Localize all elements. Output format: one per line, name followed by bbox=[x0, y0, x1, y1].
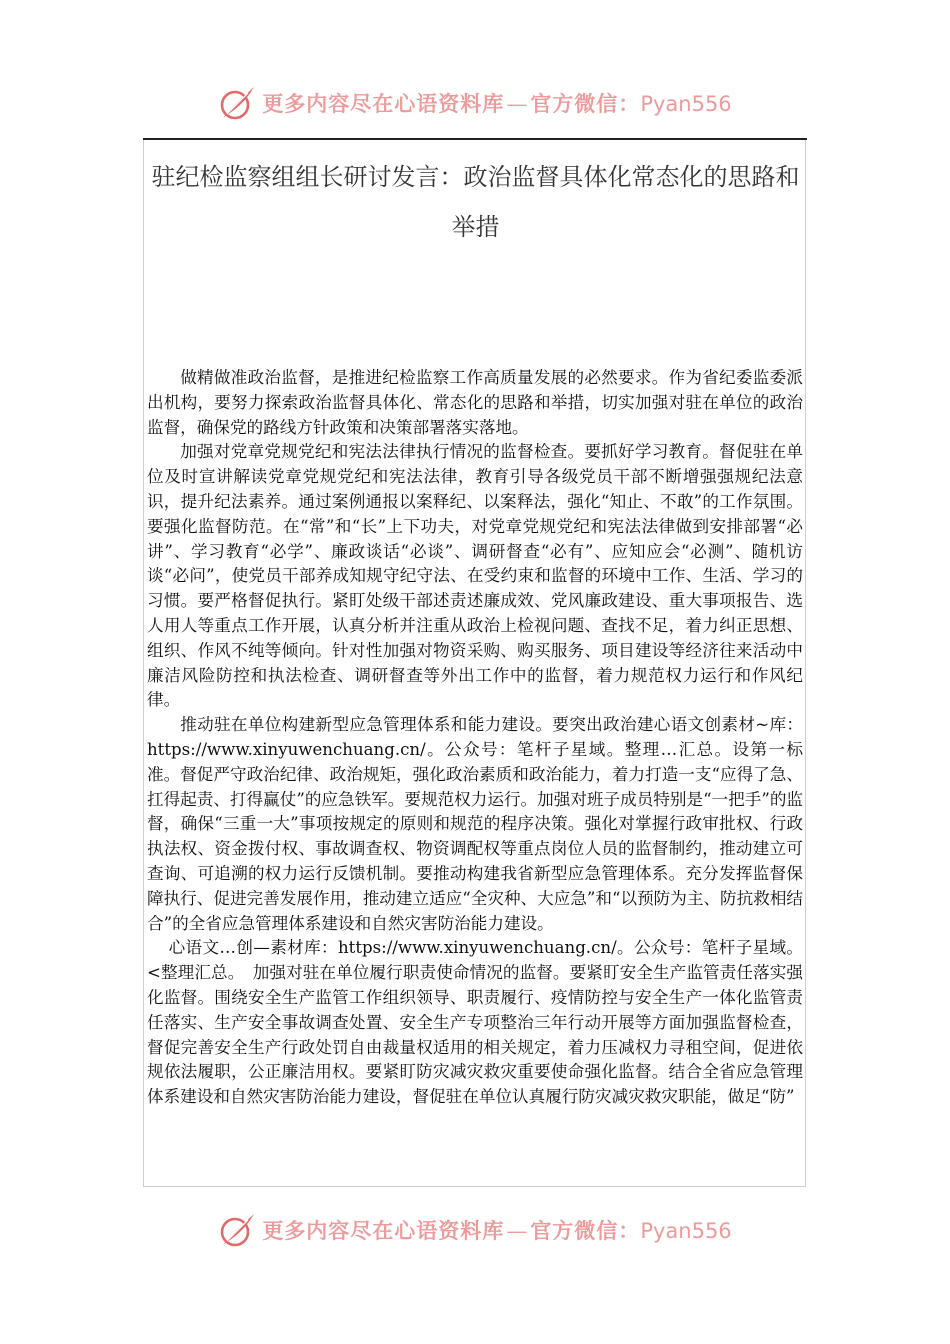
document-body bbox=[147, 366, 803, 1110]
quill-logo-icon bbox=[218, 1210, 258, 1250]
watermark-dash: — bbox=[506, 92, 529, 116]
watermark-contact-label: 官方微信： bbox=[530, 91, 641, 116]
quill-logo-icon bbox=[218, 83, 258, 123]
watermark-dash: — bbox=[506, 1219, 529, 1243]
paragraph-3: 推动驻在单位构建新型应急管理体系和能力建设。要突出政治建心语文创素材~库：https://www.xinyuwenchuang.cn/。公众号：笔杆子星域。整理…汇总。设第一标准。督促严守政治纪律、政治规矩，强化政治素质和政治能力，着力打造一支“应得了急、扛得起责、打得赢仗”的应急铁军。要规范权力运行。加强对班子成员特别是“一把手”的监督，确保“三重一大”事项按规定的原则和规范的程序决策。强化对掌握行政审批权、行政执法权、资金拨付权、事故调查权、物资调配权等重点岗位人员的监督制约，推动建立可查询、可追溯的权力运行反馈机制。要推动构建我省新型应急管理体系。充分发挥监督保障执行、促进完善发展作用，推动建立适应“全灾种、大应急”和“以预防为主、防抗救相结合”的全省应急管理体系建设和自然灾害防治能力建设。 bbox=[147, 715, 804, 933]
document-title bbox=[144, 152, 806, 252]
title-line-2: 举措 bbox=[451, 213, 500, 241]
watermark-contact-label: 官方微信： bbox=[530, 1218, 641, 1243]
watermark-text bbox=[262, 1215, 731, 1245]
watermark-wechat-id: Pyan556 bbox=[640, 92, 732, 116]
watermark-slogan: 更多内容尽在心语资料库 bbox=[262, 1218, 505, 1243]
header-watermark bbox=[0, 78, 950, 128]
watermark-slogan: 更多内容尽在心语资料库 bbox=[262, 91, 505, 116]
watermark-wechat-id: Pyan556 bbox=[640, 1219, 732, 1243]
watermark-text bbox=[262, 88, 731, 118]
paragraph-1: 做精做准政治监督，是推进纪检监察工作高质量发展的必然要求。作为省纪委监委派出机构，要努力探索政治监督具体化、常态化的思路和举措，切实加强对驻在单位的政治监督，确保党的路线方针政策和决策部署落实落地。 bbox=[147, 368, 803, 437]
title-line-1: 驻纪检监察组组长研讨发言：政治监督具体化常态化的思路和 bbox=[151, 163, 800, 191]
paragraph-4: 心语文…创—素材库：https://www.xinyuwenchuang.cn/。公众号：笔杆子星域。<整理汇总。 加强对驻在单位履行职责使命情况的监督。要紧盯安全生产监管责任落实强化监督。围绕安全生产监管工作组织领导、职责履行、疫情防控与安全生产一体化监管责任落实、生产安全事故调查处置、安全生产专项整治三年行动开展等方面加强监督检查，督促完善安全生产行政处罚自由裁量权适用的相关规定，着力压减权力寻租空间，促进依规依法履职，公正廉洁用权。要紧盯防灾减灾救灾重要使命强化监督。结合全省应急管理体系建设和自然灾害防治能力建设，督促驻在单位认真履行防灾减灾救灾职能，做足“防” bbox=[147, 938, 803, 1107]
document-page bbox=[143, 140, 806, 1187]
footer-watermark bbox=[0, 1205, 950, 1255]
paragraph-2: 加强对党章党规党纪和宪法法律执行情况的监督检查。要抓好学习教育。督促驻在单位及时宣讲解读党章党规党纪和宪法法律，教育引导各级党员干部不断增强强规纪法意识，提升纪法素养。通过案例通报以案释纪、以案释法，强化“知止、不敢”的工作氛围。要强化监督防范。在“常”和“长”上下功夫，对党章党规党纪和宪法法律做到安排部署“必讲”、学习教育“必学”、廉政谈话“必谈”、调研督查“必有”、应知应会“必测”、随机访谈“必问”，使党员干部养成知规守纪守法、在受约束和监督的环境中工作、生活、学习的习惯。要严格督促执行。紧盯处级干部述责述廉成效、党风廉政建设、重大事项报告、选人用人等重点工作开展，认真分析并注重从政治上检视问题、查找不足，着力纠正思想、组织、作风不纯等倾向。针对性加强对物资采购、购买服务、项目建设等经济往来活动中廉洁风险防控和执法检查、调研督查等外出工作中的监督，着力规范权力运行和作风纪律。 bbox=[147, 442, 803, 710]
